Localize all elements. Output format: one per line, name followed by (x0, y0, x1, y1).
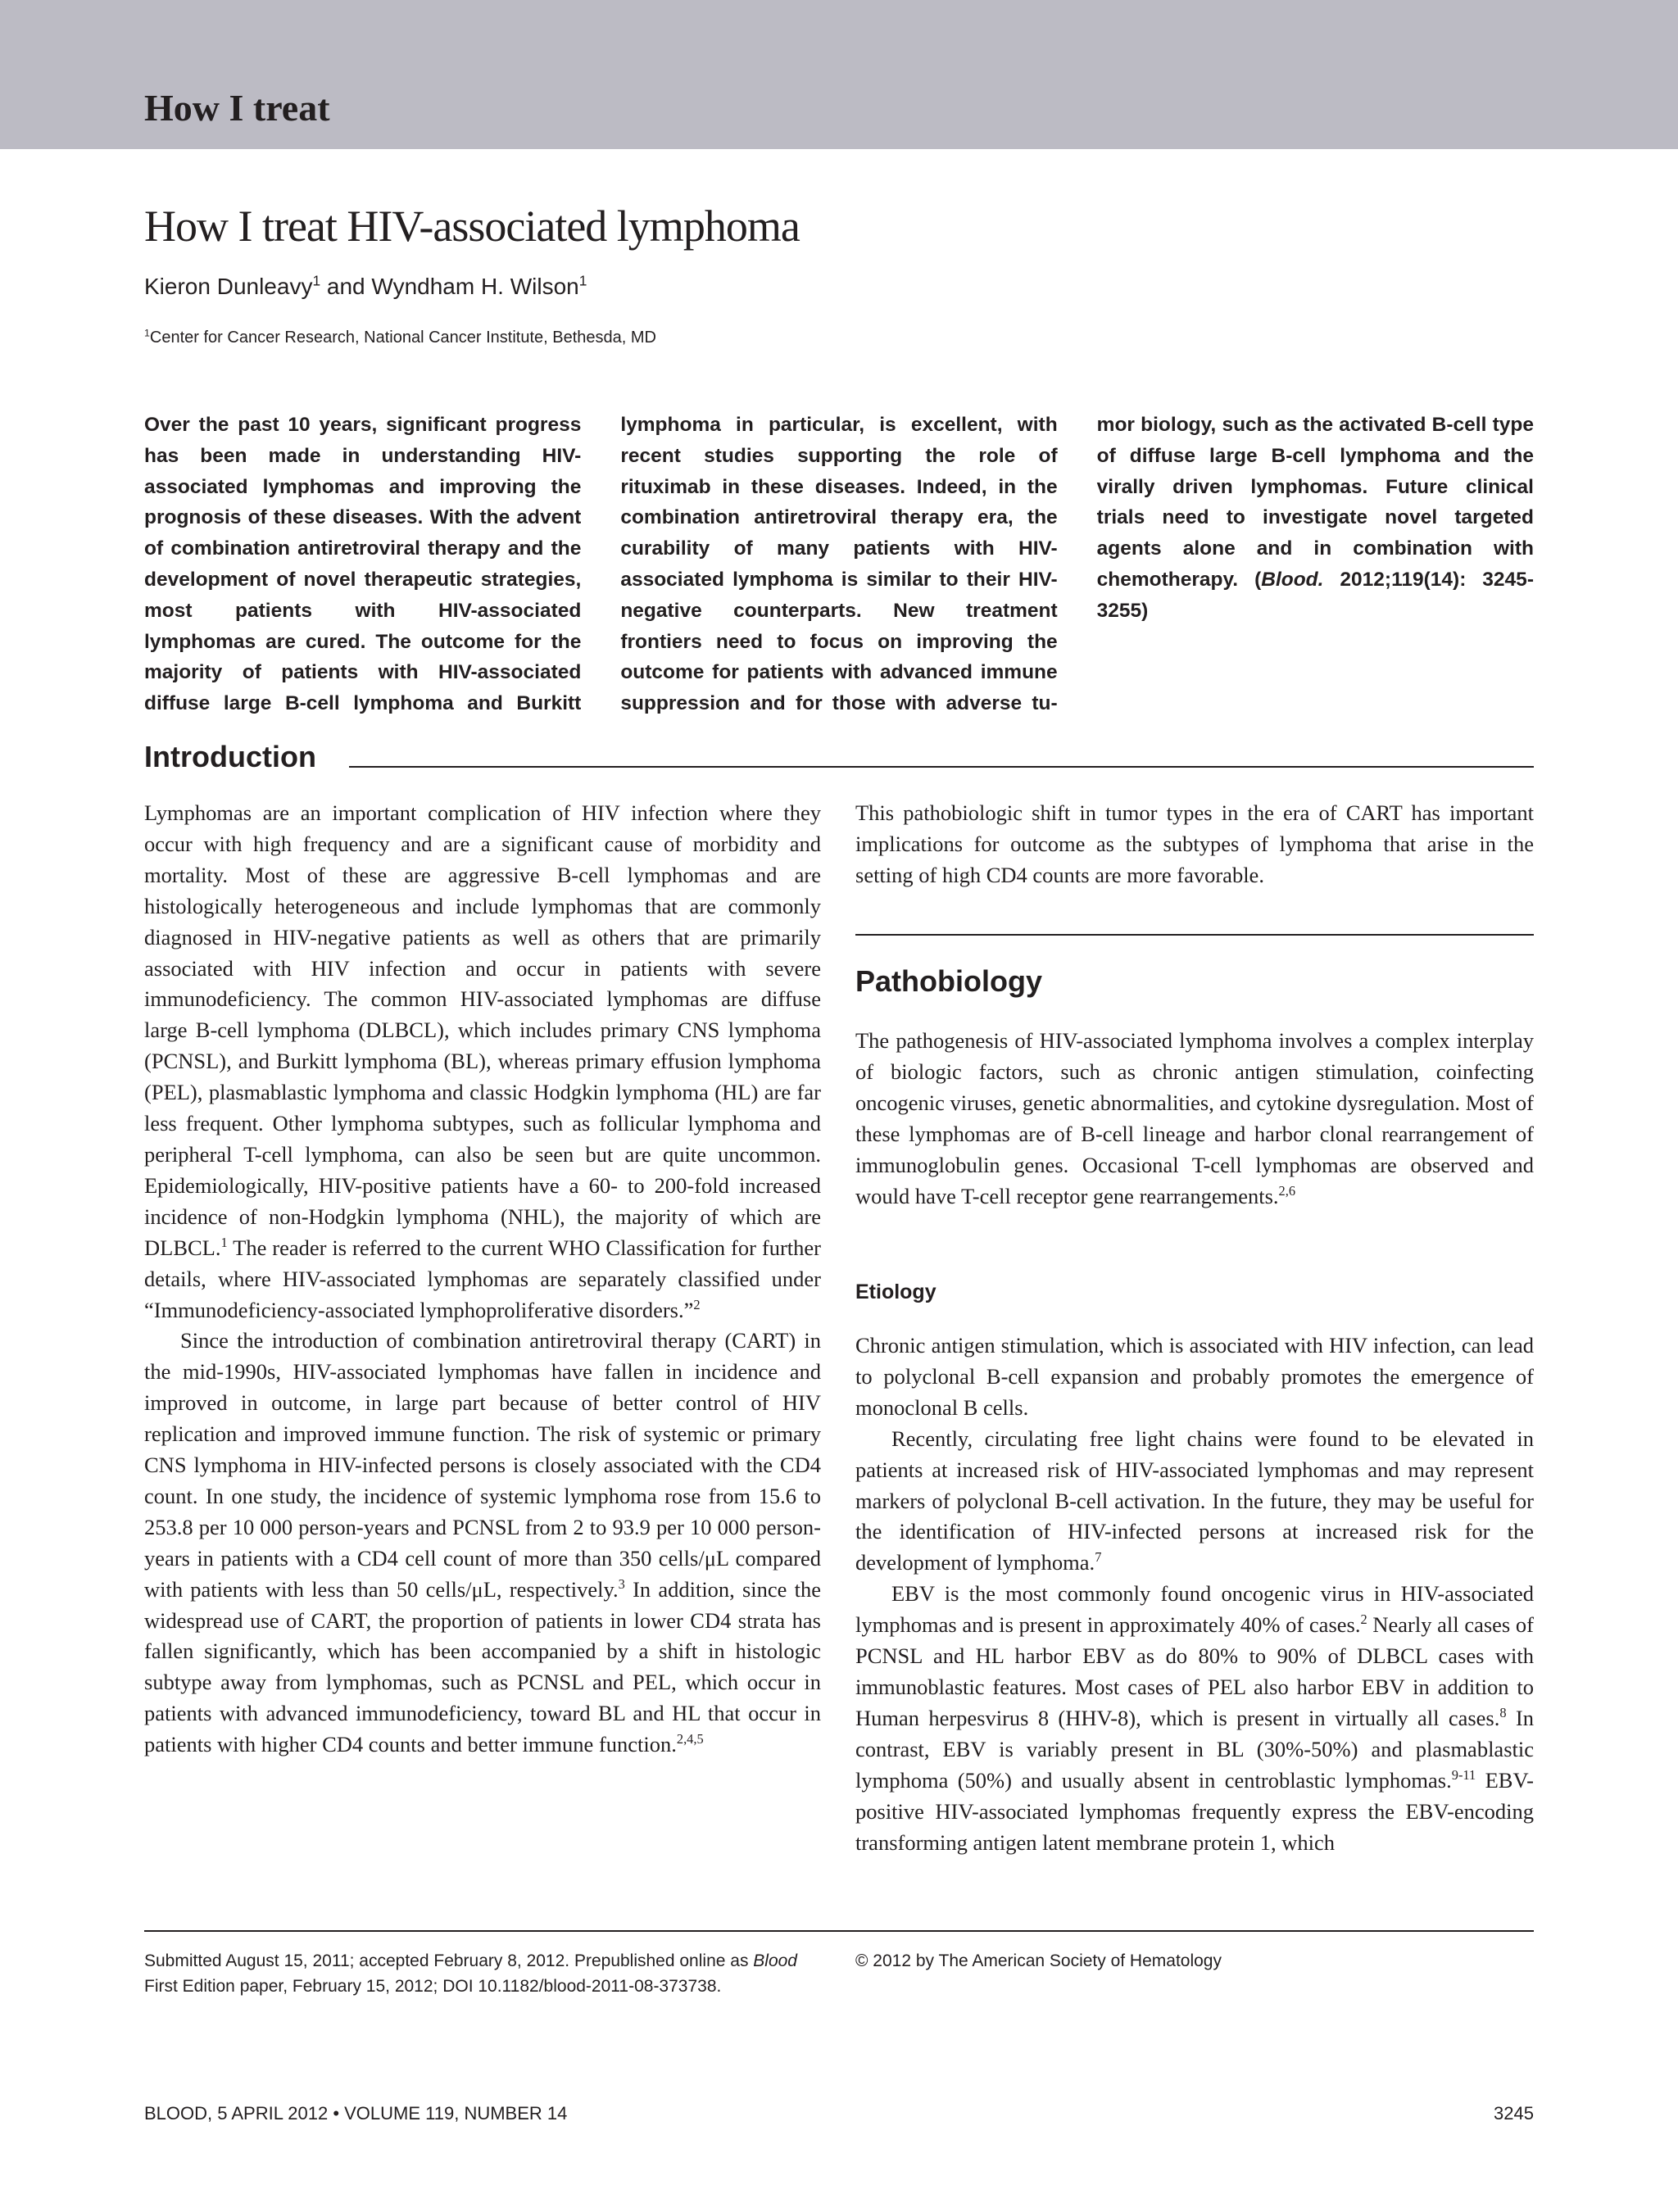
abstract-paragraph (144, 410, 1534, 721)
paragraph-text: In addition, since the widespread use of CART, the proportion of patients in lower CD4 strata has fallen significantly, which has been accompanied by a shift in histologic subtype away from lymphomas, such as PCNSL and PEL, which occur in patients with advanced immunodeficiency, toward BL and HL that occur in patients with higher CD4 counts and better immune function. (144, 1576, 821, 1757)
citation-ref: 2,6 (1278, 1182, 1296, 1199)
body-paragraph (855, 1579, 1534, 1858)
body-column-right-intro (855, 798, 1534, 891)
subsection-heading-etiology: Etiology (855, 1281, 937, 1303)
section-heading-pathobiology: Pathobiology (855, 964, 1042, 998)
citation-ref: 2 (693, 1296, 701, 1312)
abstract-text: Over the past 10 years, significant progress has been made in understanding HIV-associated lymphomas and improving the prognosis of these diseases. With the advent of combination antiretroviral therapy and the development of novel therapeutic strategies, most patients with HIV-associated lymphomas are cured. The outcome for the majority of patients with HIV-associated diffuse large B-cell lymphoma and Burkitt lymphoma in particular, is excellent, with recent studies supporting the role of rituximab in these diseases. Indeed, in the combination antiretroviral therapy era, the curability of many patients with HIV-associated lymphoma is similar to their HIV-negative counterparts. New treatment frontiers need to focus on improving the outcome for patients with advanced immune suppression and for those with adverse tumor biology, such as the activated B-cell type of diffuse large B-cell lymphoma and the virally driven lymphomas. Future clinical trials need to investigate novel targeted agents alone and in combination with chemotherapy. ( (144, 414, 1534, 715)
citation-ref: 9-11 (1451, 1766, 1476, 1783)
author-name: Kieron Dunleavy (144, 274, 313, 299)
copyright-note: © 2012 by The American Society of Hematology (855, 1951, 1222, 1970)
paragraph-text: Chronic antigen stimulation, which is associated with HIV infection, can lead to polyclonal B-cell expansion and probably promotes the emergence of monoclonal B cells. (855, 1333, 1534, 1420)
body-column-right-etiology (855, 1330, 1534, 1858)
author-joiner: and (320, 274, 372, 299)
paragraph-text: In contrast, EBV is variably present in BL (30%-50%) and plasmablastic lymphoma (50%) and usually absent in centroblastic lymphomas. (855, 1705, 1534, 1793)
affiliation-mark: 1 (312, 272, 321, 289)
body-column-right-pathobiology (855, 1026, 1534, 1212)
heading-rule (855, 934, 1534, 936)
heading-rule (349, 766, 1534, 768)
affiliation-mark: 1 (578, 272, 587, 289)
footnote-text: Submitted August 15, 2011; accepted February 8, 2012. Prepublished online as (144, 1951, 754, 1970)
paragraph-text: Since the introduction of combination antiretroviral therapy (CART) in the mid-1990s, HIV-associated lymphomas have fallen in incidence and improved in outcome, in large part because of better control of HIV replication and improved immune function. The risk of systemic or primary CNS lymphoma in HIV-infected persons is closely associated with the CD4 count. In one study, the incidence of systemic lymphoma rose from 15.6 to 253.8 per 10 000 person-years and PCNSL from 2 to 93.9 per 10 000 person-years in patients with a CD4 cell count of more than 350 cells/μL compared with patients with less than 50 cells/μL, respectively. (144, 1328, 821, 1602)
body-paragraph (855, 798, 1534, 891)
author-name: Wyndham H. Wilson (371, 274, 579, 299)
journal-name: Blood. (1261, 568, 1324, 591)
citation-ref: 8 (1499, 1705, 1507, 1721)
affiliation-text: Center for Cancer Research, National Cancer Institute, Bethesda, MD (149, 329, 656, 347)
citation-ref: 1 (220, 1234, 228, 1250)
section-heading-introduction: Introduction (144, 740, 316, 773)
citation-ref: 2 (1360, 1611, 1367, 1628)
body-paragraph (144, 798, 821, 1326)
body-column-left (144, 798, 821, 1761)
paragraph-text: This pathobiologic shift in tumor types in the era of CART has important implications for outcome as the subtypes of lymphoma that arise in the setting of high CD4 counts are more favorable. (855, 800, 1534, 887)
footnote-rule (144, 1930, 1534, 1932)
paragraph-text: The reader is referred to the current WHO Classification for further details, where HIV-associated lymphomas are separately classified under “Immunodeficiency-associated lymphoproliferative disorders.” (144, 1235, 821, 1322)
paragraph-text: Lymphomas are an important complication of HIV infection where they occur with high frequency and are a significant cause of morbidity and mortality. Most of these are aggressive B-cell lymphomas and are histologically heterogeneous and include lymphomas that are commonly diagnosed in HIV-negative patients as well as others that are primarily associated with HIV infection and occur in patients with severe immunodeficiency. The common HIV-associated lymphomas are diffuse large B-cell lymphoma (DLBCL), which includes primary CNS lymphoma (PCNSL), and Burkitt lymphoma (BL), whereas primary effusion lymphoma (PEL), plasmablastic lymphoma and classic Hodgkin lymphoma (HL) are far less frequent. Other lymphoma subtypes, such as follicular lymphoma and peripheral T-cell lymphoma, can also be seen but are quite uncommon. Epidemiologically, HIV-positive patients have a 60- to 200-fold increased incidence of non-Hodgkin lymphoma (NHL), the majority of which are DLBCL. (144, 800, 821, 1260)
affiliation-mark: 1 (144, 327, 150, 339)
body-paragraph (855, 1424, 1534, 1580)
citation-ref: 3 (618, 1575, 625, 1592)
body-paragraph (855, 1330, 1534, 1424)
affiliation (144, 326, 656, 349)
paragraph-text: Recently, circulating free light chains were found to be elevated in patients at increased risk of HIV-associated lymphomas and may represent markers of polyclonal B-cell activation. In the future, they may be useful for the identification of HIV-infected persons at increased risk for the development of lymphoma. (855, 1426, 1534, 1575)
paragraph-text: Nearly all cases of PCNSL and HL harbor EBV as do 80% to 90% of DLBCL cases with immunoblastic features. Most cases of PEL also harbor EBV in addition to Human herpesvirus 8 (HHV-8), which is present in virtually all cases. (855, 1612, 1534, 1730)
citation-ref: 7 (1095, 1549, 1102, 1566)
author-list (144, 272, 587, 301)
body-paragraph (855, 1026, 1534, 1212)
footnote-text: First Edition paper, February 15, 2012; DOI 10.1182/blood-2011-08-373738. (144, 1977, 722, 1996)
paragraph-text: EBV is the most commonly found oncogenic virus in HIV-associated lymphomas and is present in approximately 40% of cases. (855, 1581, 1534, 1638)
citation-ref: 2,4,5 (676, 1731, 704, 1747)
running-footer: BLOOD, 5 APRIL 2012 • VOLUME 119, NUMBER 14 (144, 2103, 568, 2124)
section-label: How I treat (144, 87, 330, 129)
journal-name: Blood (753, 1951, 797, 1970)
paragraph-text: EBV-positive HIV-associated lymphomas frequently express the EBV-encoding transforming antigen latent membrane protein 1, which (855, 1767, 1534, 1855)
abstract-citation: 2012;119(14): 3245-3255) (1096, 568, 1534, 622)
paragraph-text: The pathogenesis of HIV-associated lymphoma involves a complex interplay of biologic factors, such as chronic antigen stimulation, coinfecting oncogenic viruses, genetic abnormalities, and cytokine dysregulation. Most of these lymphomas are of B-cell lineage and harbor clonal rearrangement of immunoglobulin genes. Occasional T-cell lymphomas are observed and would have T-cell receptor gene rearrangements. (855, 1028, 1534, 1208)
submission-note (144, 1948, 824, 1999)
abstract (144, 410, 1534, 721)
body-paragraph (144, 1326, 821, 1761)
page-number: 3245 (1494, 2103, 1534, 2124)
article-title: How I treat HIV-associated lymphoma (144, 202, 800, 251)
